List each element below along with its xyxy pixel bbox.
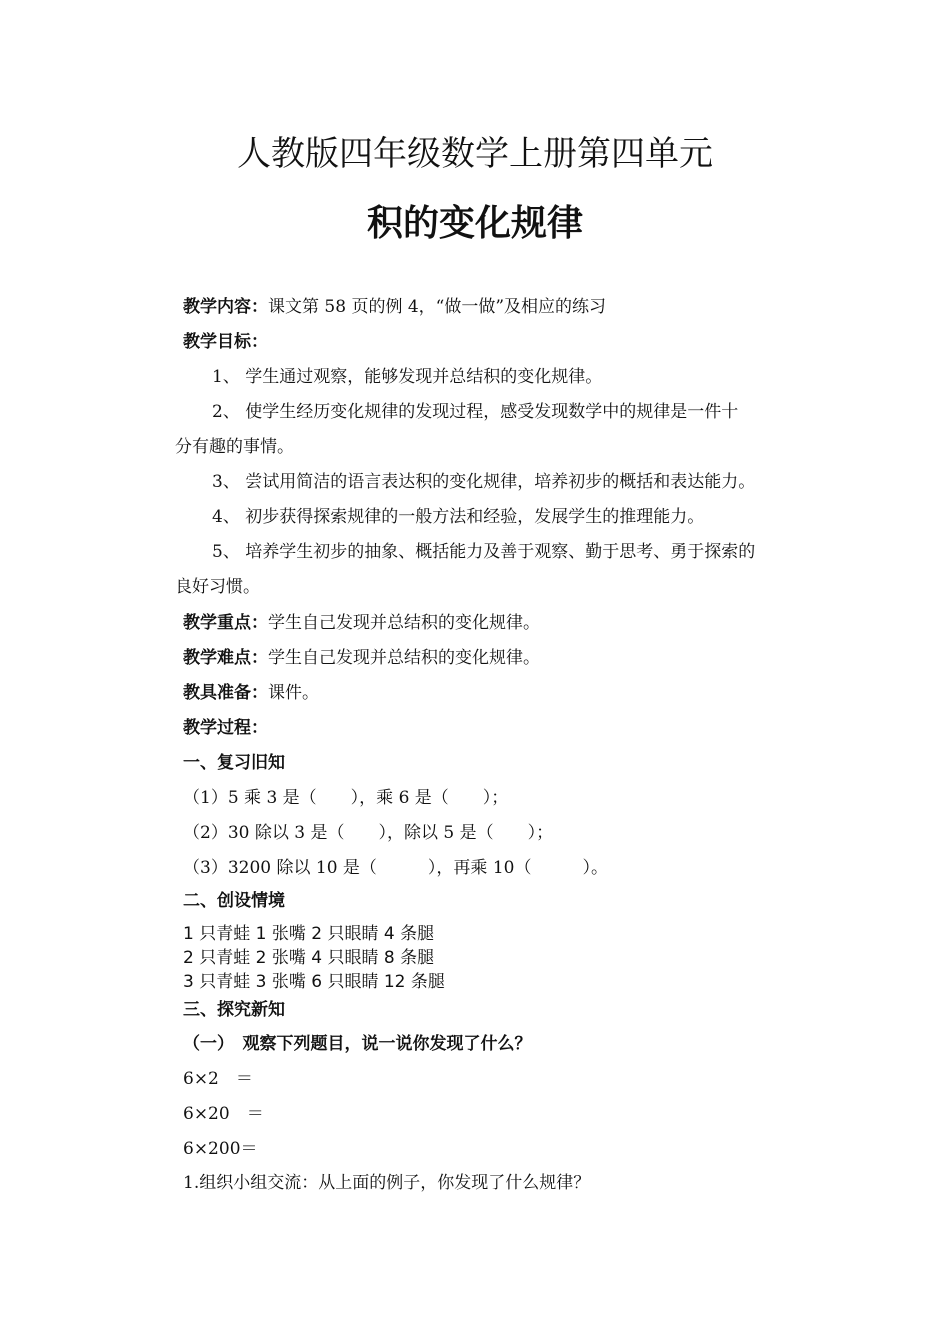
- materials-label: 教具准备：: [183, 683, 268, 703]
- review-item-1: （1）5 乘 3 是（ ），乘 6 是（ ）；: [183, 788, 509, 808]
- goals-label: 教学目标：: [183, 332, 268, 352]
- goal-item-5: [212, 541, 755, 563]
- step-1: 1.组织小组交流：从上面的例子，你发现了什么规律？: [183, 1173, 591, 1193]
- document-subtitle: 积的变化规律: [366, 202, 583, 244]
- content-text: 课文第 58 页的例 4，“做一做”及相应的练习: [268, 297, 607, 317]
- goal-item-3: [212, 471, 755, 493]
- scenario-item-2: 2 只青蛙 2 张嘴 4 只眼睛 8 条腿: [183, 948, 435, 968]
- process-label: 教学过程：: [183, 718, 268, 738]
- content-label: 教学内容：: [183, 297, 268, 317]
- goal-item-5-continued: 良好习惯。: [175, 577, 260, 597]
- goal-number: 4、: [212, 507, 240, 527]
- goal-text: 尝试用简洁的语言表达积的变化规律，培养初步的概括和表达能力。: [245, 472, 756, 492]
- section3-sub-heading: （一） 观察下列题目，说一说你发现了什么？: [183, 1034, 532, 1054]
- materials-text: 课件。: [268, 683, 319, 703]
- section3-heading: 三、探究新知: [183, 1000, 285, 1020]
- goal-number: 2、: [212, 402, 240, 422]
- equation-2: 6×20 ＝: [183, 1104, 264, 1124]
- key-point-label: 教学重点：: [183, 613, 268, 633]
- goal-number: 5、: [212, 542, 240, 562]
- equation-1: 6×2 ＝: [183, 1069, 253, 1089]
- goal-text: 学生通过观察，能够发现并总结积的变化规律。: [245, 367, 603, 387]
- materials-row: [183, 682, 319, 704]
- key-point-row: [183, 612, 540, 634]
- document-title: 人教版四年级数学上册第四单元: [237, 134, 713, 174]
- section1-heading: 一、复习旧知: [183, 753, 285, 773]
- goal-text: 初步获得探索规律的一般方法和经验，发展学生的推理能力。: [245, 507, 705, 527]
- key-point-text: 学生自己发现并总结积的变化规律。: [268, 613, 540, 633]
- goal-text: 使学生经历变化规律的发现过程，感受发现数学中的规律是一件十: [245, 402, 739, 422]
- goal-number: 1、: [212, 367, 240, 387]
- goal-item-2: [212, 401, 738, 423]
- scenario-item-3: 3 只青蛙 3 张嘴 6 只眼睛 12 条腿: [183, 972, 445, 992]
- equation-3: 6×200＝: [183, 1139, 258, 1159]
- goal-item-2-continued: 分有趣的事情。: [175, 437, 294, 457]
- content-row: [183, 296, 606, 318]
- goal-item-4: [212, 506, 704, 528]
- goal-text: 培养学生初步的抽象、概括能力及善于观察、勤于思考、勇于探索的: [245, 542, 756, 562]
- review-item-3: （3）3200 除以 10 是（ ），再乘 10（ ）。: [183, 858, 608, 878]
- difficulty-label: 教学难点：: [183, 648, 268, 668]
- difficulty-row: [183, 647, 540, 669]
- scenario-item-1: 1 只青蛙 1 张嘴 2 只眼睛 4 条腿: [183, 924, 435, 944]
- review-item-2: （2）30 除以 3 是（ ），除以 5 是（ ）；: [183, 823, 554, 843]
- difficulty-text: 学生自己发现并总结积的变化规律。: [268, 648, 540, 668]
- goal-number: 3、: [212, 472, 240, 492]
- section2-heading: 二、创设情境: [183, 891, 285, 911]
- goal-item-1: [212, 366, 602, 388]
